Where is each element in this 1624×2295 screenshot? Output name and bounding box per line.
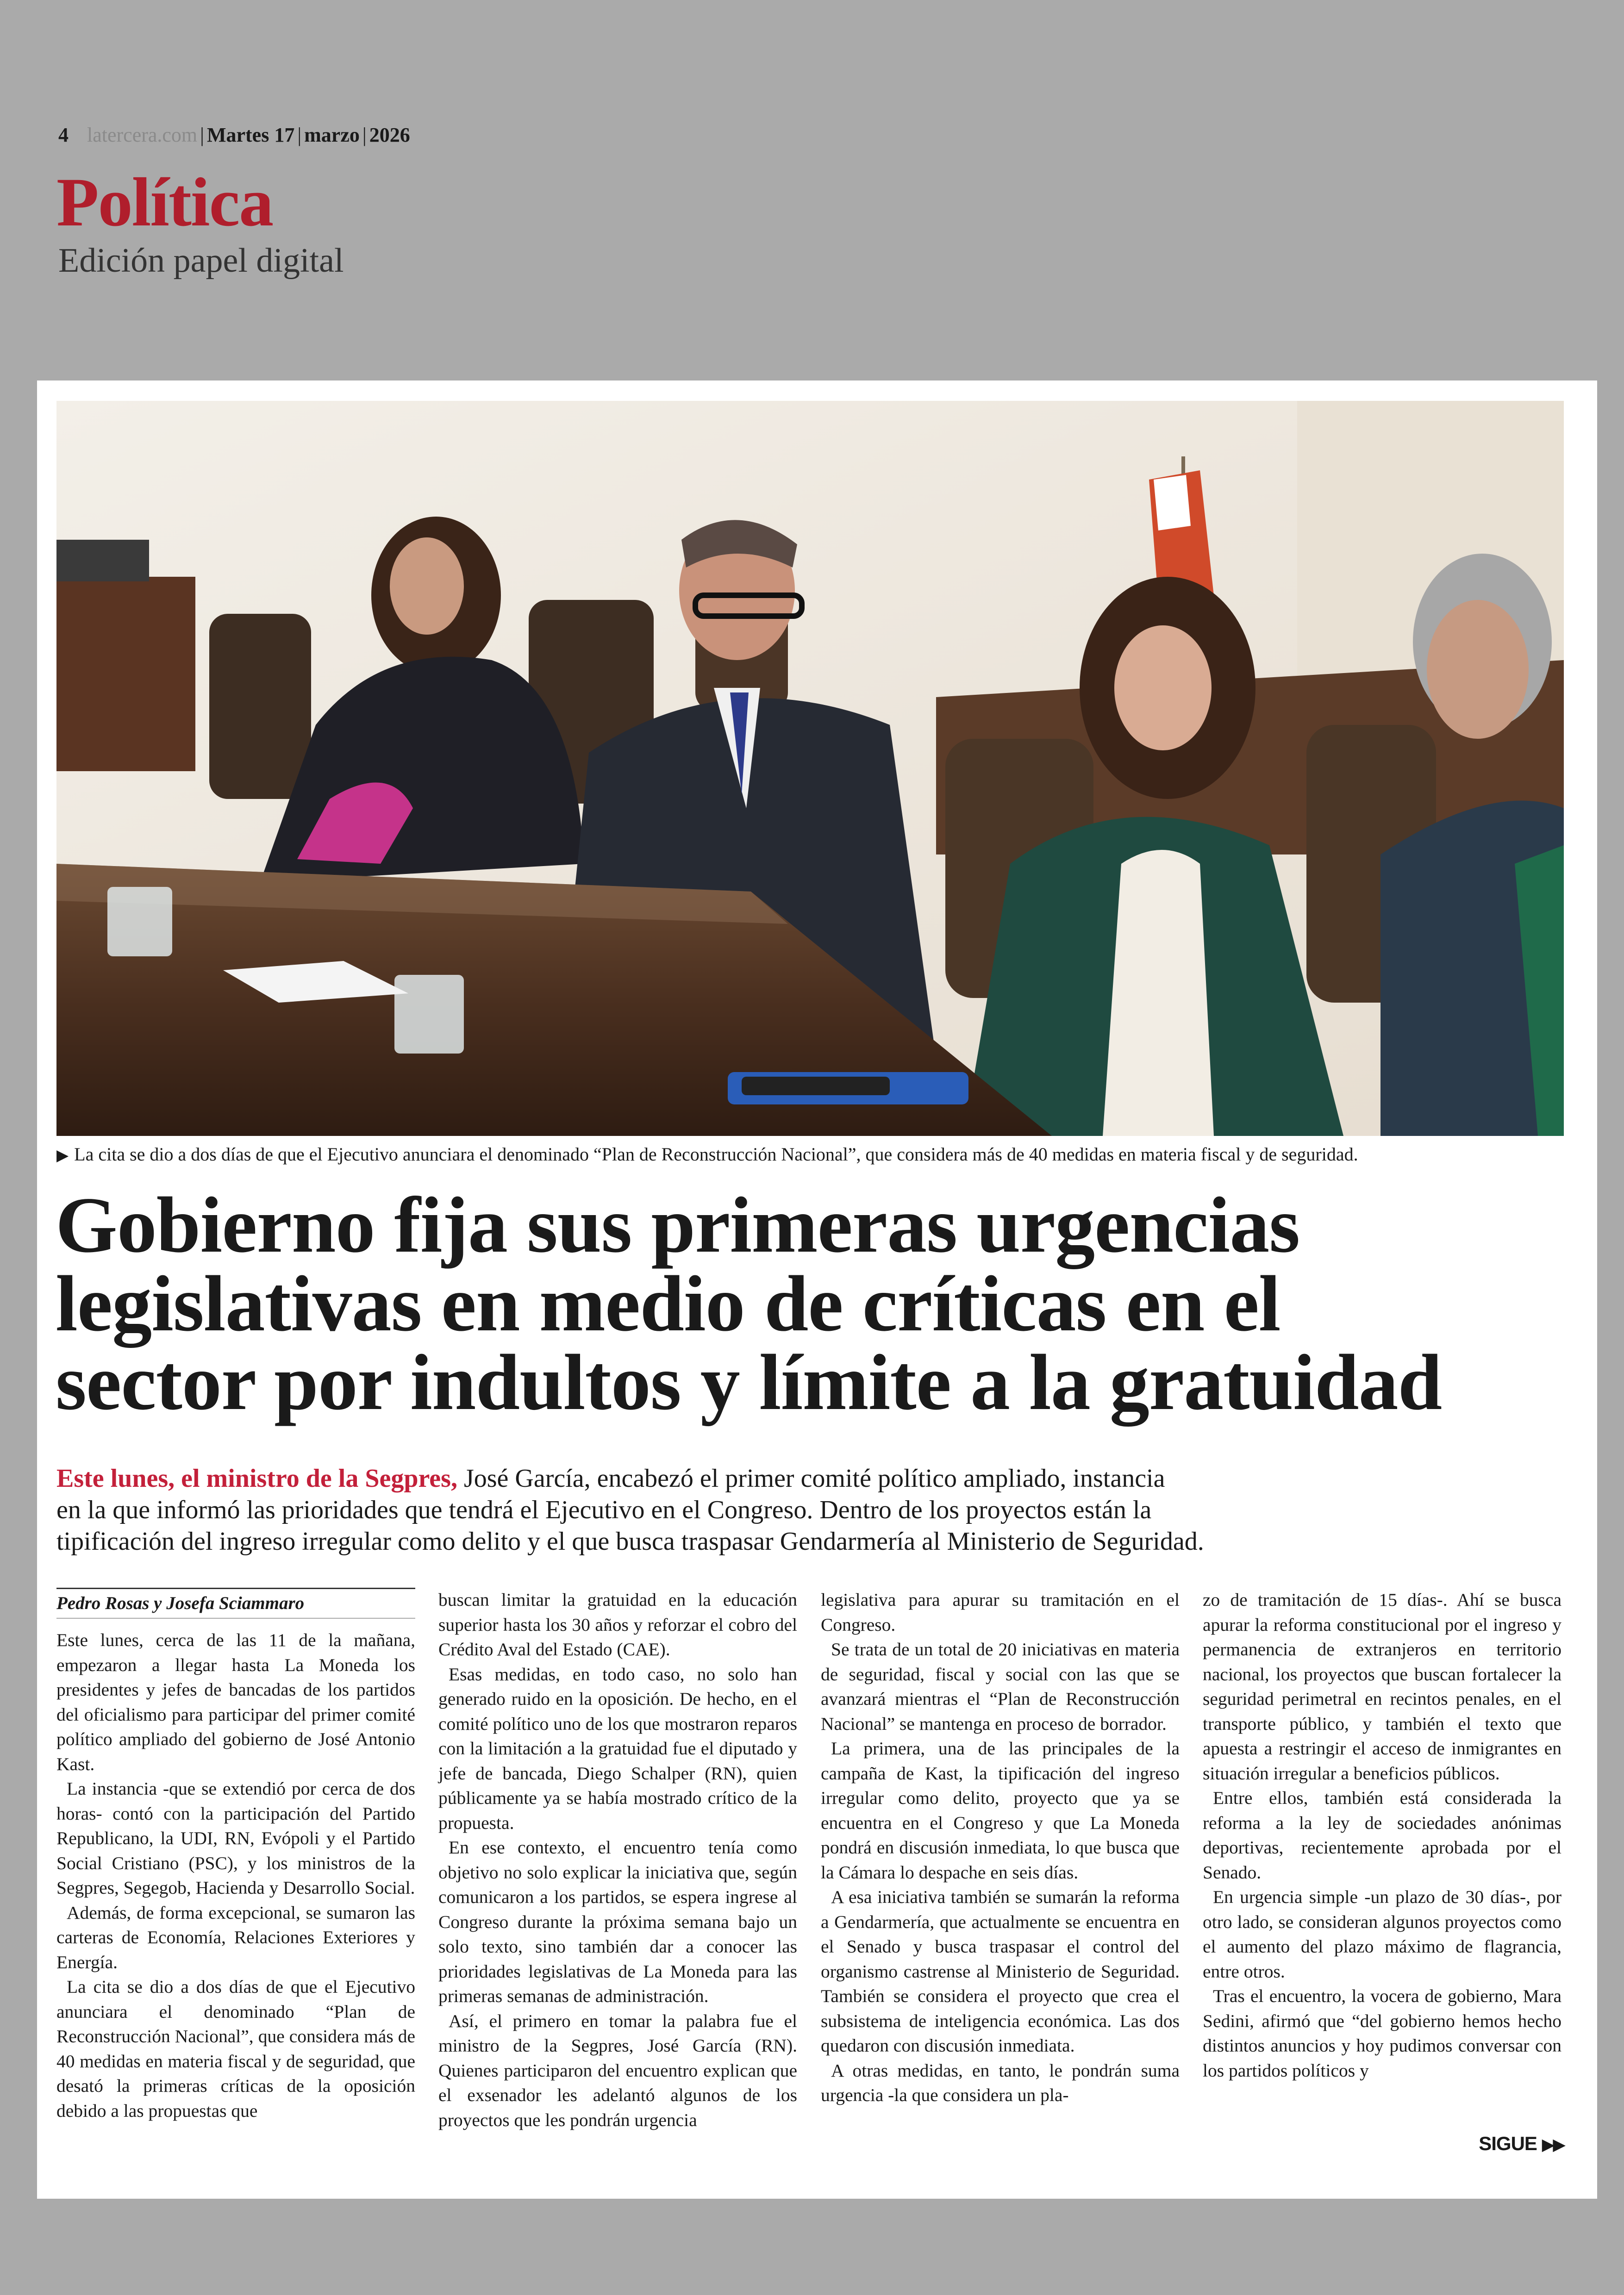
headline-line-2: legislativas en medio de críticas en el xyxy=(56,1260,1280,1348)
caption-arrow-icon: ▶ xyxy=(56,1147,69,1164)
headline-line-1: Gobierno fija sus primeras urgencias xyxy=(56,1181,1300,1269)
body-paragraph: Así, el primero en tomar la palabra fue el ministro de la Segpres, José García (RN). Quienes participaron del encuentro explican que el exsenador les adelantó algunos de los proyectos que les pondrán urgencia xyxy=(438,2010,797,2130)
body-paragraph: Se trata de un total de 20 iniciativas en materia de seguridad, fiscal y social con las que se avanzará mientras el “Plan de Reconstrucción Nacional” se mantenga en proceso de borrador. xyxy=(821,1639,1180,1734)
lead-line-2: en la que informó las prioridades que tendrá el Ejecutivo en el Congreso. Dentro de los proyectos están la xyxy=(56,1496,1152,1524)
body-paragraph: Tras el encuentro, la vocera de gobierno, Mara Sedini, afirmó que “del gobierno hemos hecho distintos anuncios y hoy pudimos conversar con los partidos políticos y xyxy=(1203,1986,1562,2081)
section-subtitle: Edición papel digital xyxy=(58,242,344,280)
lead-line-1: José García, encabezó el primer comité político ampliado, instancia xyxy=(457,1464,1165,1493)
body-paragraph: legislativa para apurar su tramitación en el Congreso. xyxy=(821,1590,1180,1635)
photo-caption xyxy=(56,1141,1580,1169)
article-sheet xyxy=(37,380,1597,2199)
date-day: Martes 17 xyxy=(206,124,295,146)
headline xyxy=(56,1181,1583,1427)
body-paragraph: A otras medidas, en tanto, le pondrán suma urgencia -la que considera un pla- xyxy=(821,2060,1180,2105)
body-paragraph: buscan limitar la gratuidad en la educación superior hasta los 30 años y reforzar el cobro del Crédito Aval del Estado (CAE). xyxy=(438,1590,797,1659)
body-paragraph: Además, de forma excepcional, se sumaron las carteras de Economía, Relaciones Exteriores y Energía. xyxy=(56,1902,415,1972)
body-paragraph: Este lunes, cerca de las 11 de la mañana, empezaron a llegar hasta La Moneda los presidentes y jefes de bancadas de los partidos del oficialismo para participar del primer comité político ampliado del gobierno de José Antonio Kast. xyxy=(56,1630,415,1774)
body-paragraph: A esa iniciativa también se sumarán la reforma a Gendarmería, que actualmente se encuentra en el Senado y busca traspasar el control del organismo castrense al Ministerio de Seguridad. También se considera el proyecto que crea el subsistema de inteligencia económica. Las dos quedaron con discusión inmediata. xyxy=(821,1887,1180,2056)
body-paragraph: Entre ellos, también está considerada la reforma a la ley de sociedades anónimas deportivas, recientemente aprobada por el Senado. xyxy=(1203,1788,1562,1883)
date-month: marzo xyxy=(304,124,360,146)
continue-arrows-icon: ▶▶ xyxy=(1542,2135,1564,2154)
body-paragraph: En urgencia simple -un plazo de 30 días-, por otro lado, se consideran algunos proyectos como el aumento del plazo máximo de flagrancia, entre otros. xyxy=(1203,1887,1562,1982)
lead-kicker: Este lunes, el ministro de la Segpres, xyxy=(56,1464,457,1493)
body-column-4 xyxy=(1203,1588,1562,2083)
headline-line-3: sector por indultos y límite a la gratuidad xyxy=(56,1339,1442,1427)
body-paragraph: zo de tramitación de 15 días-. Ahí se busca apurar la reforma constitucional por el ingreso y permanencia de extranjeros en territorio nacional, los proyectos que buscan fortalecer la seguridad perimetral en recintos penales, en el transporte público, y también el texto que apuesta a restringir el acceso de inmigrantes en situación irregular a beneficios públicos. xyxy=(1203,1590,1562,1784)
photo-people-at-table-icon xyxy=(56,401,1564,1136)
continue-link[interactable] xyxy=(1479,2132,1564,2156)
site-name: latercera.com xyxy=(87,124,198,146)
body-paragraph: Esas medidas, en todo caso, no solo han generado ruido en la oposición. De hecho, en el comité político uno de los que mostraron reparos con la limitación a la gratuidad fue el diputado y jefe de bancada, Diego Schalper (RN), quien públicamente ya se había mostrado crítico de la propuesta. xyxy=(438,1664,797,1833)
continue-label: SIGUE xyxy=(1479,2133,1537,2154)
body-paragraph: La cita se dio a dos días de que el Ejecutivo anunciara el denominado “Plan de Reconstrucción Nacional”, que considera más de 40 medidas en materia fiscal y de seguridad, que desató la primeras críticas de la oposición debido a las propuestas que xyxy=(56,1977,415,2121)
page-number: 4 xyxy=(58,124,69,146)
body-paragraph: En ese contexto, el encuentro tenía como objetivo no solo explicar la iniciativa que, según comunicaron a los partidos, se espera ingrese al Congreso durante la próxima semana bajo un solo texto, sino también dar a conocer las prioridades legislativas de La Moneda para las primeras semanas de administración. xyxy=(438,1837,797,2006)
body-column-2 xyxy=(438,1588,797,2133)
section-title: Política xyxy=(56,164,273,241)
lead-line-3: tipificación del ingreso irregular como delito y el que busca traspasar Gendarmería al Ministerio de Seguridad. xyxy=(56,1527,1204,1556)
date-year: 2026 xyxy=(369,124,410,146)
body-column-3 xyxy=(821,1588,1180,2108)
byline: Pedro Rosas y Josefa Sciammaro xyxy=(56,1588,415,1619)
body-paragraph: La instancia -que se extendió por cerca de dos horas- contó con la participación del Partido Republicano, la UDI, RN, Evópoli y el Partido Social Cristiano (PSC), y los ministros de la Segpres, Segegob, Hacienda y Desarrollo Social. xyxy=(56,1778,415,1898)
body-column-1 xyxy=(56,1588,415,2123)
caption-text: La cita se dio a dos días de que el Ejecutivo anunciara el denominado “Plan de Reconstrucción Nacional”, que considera más de 40 medidas en materia fiscal y de seguridad. xyxy=(74,1144,1358,1165)
page-folio: 4 latercera.com | Martes 17 | marzo | 2026 xyxy=(58,124,410,146)
body-paragraph: La primera, una de las principales de la campaña de Kast, la tipificación del ingreso irregular como delito, proyecto que ya se encuentra en el Congreso y que La Moneda pondrá en discusión inmediata, lo que busca que la Cámara lo despache en seis días. xyxy=(821,1738,1180,1883)
lead-paragraph xyxy=(56,1463,1566,1557)
